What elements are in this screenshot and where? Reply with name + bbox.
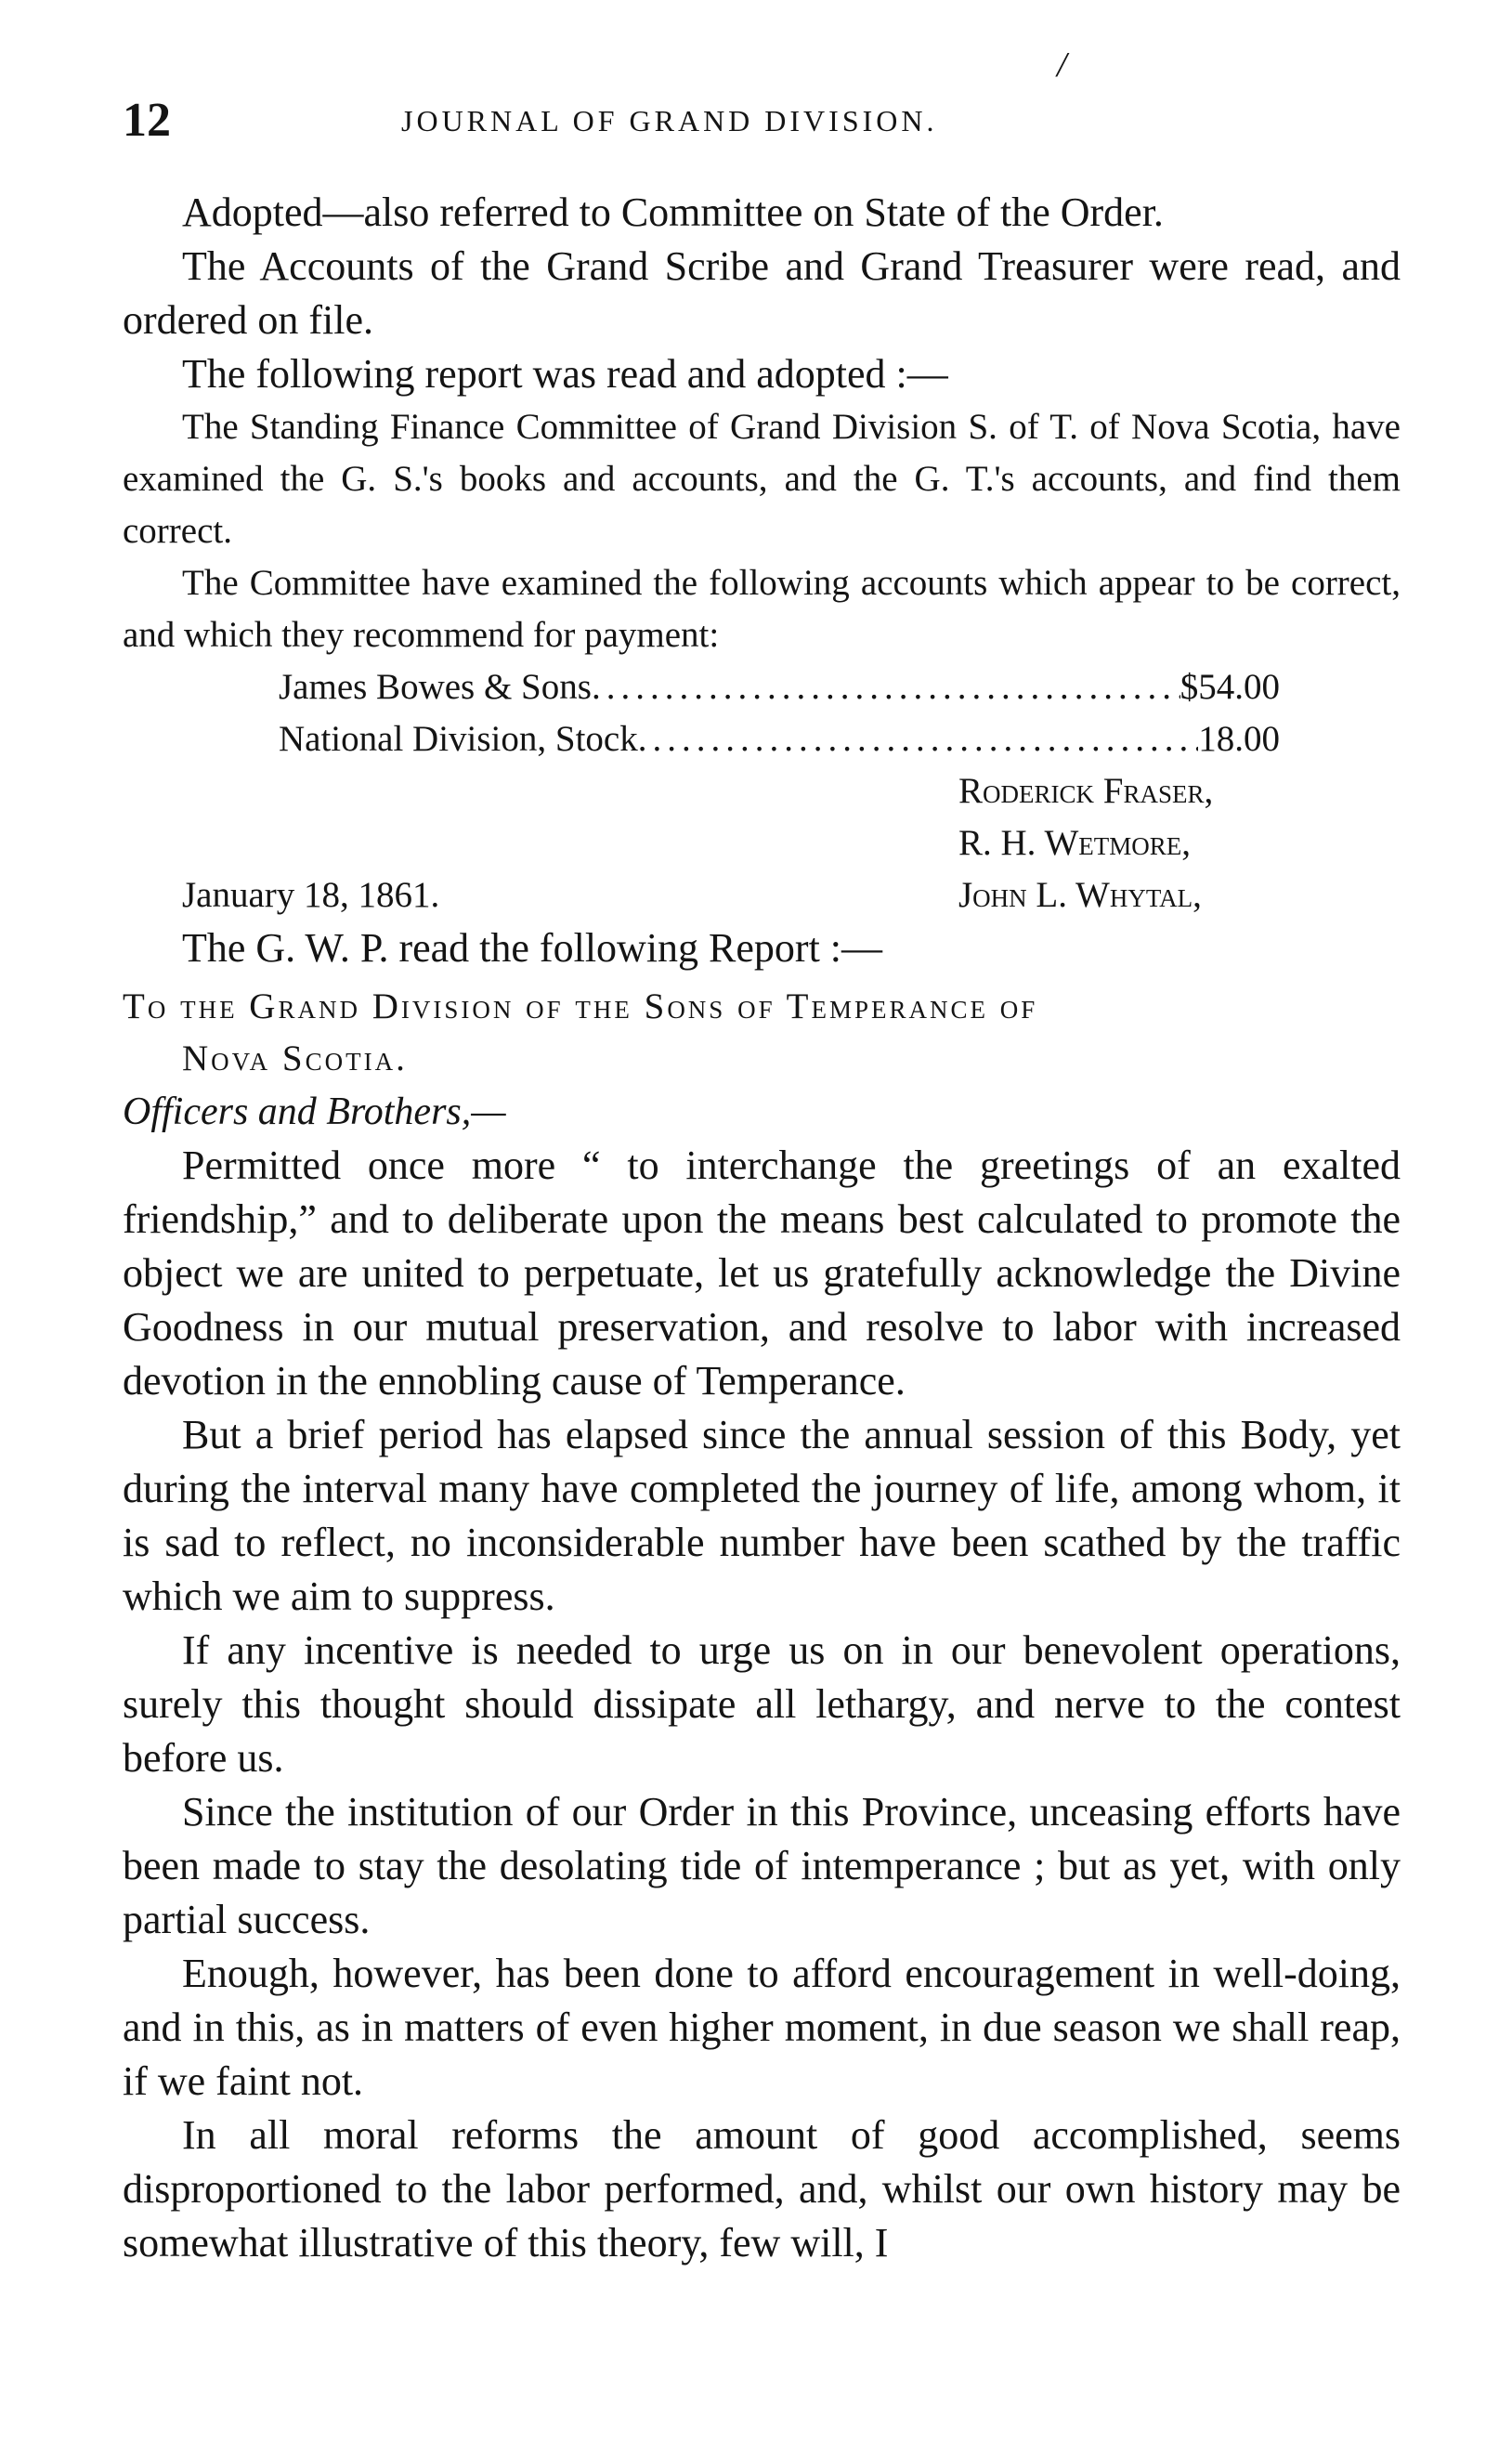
account-amount: 18.00 — [1198, 719, 1280, 759]
paragraph-accounts-read: The Accounts of the Grand Scribe and Grand Treasurer were read, and ordered on file. — [123, 243, 1401, 343]
address-line: Nova Scotia. — [182, 1038, 408, 1078]
account-row — [123, 713, 1401, 765]
signer-name: Roderick Fraser, — [958, 771, 1214, 811]
paragraph-report-intro: The G. W. P. read the following Report :— — [182, 925, 883, 971]
report-paragraph: If any incentive is needed to urge us on in our benevolent operations, surely this thought should dissipate all lethargy, and nerve to the contest before us. — [123, 1627, 1401, 1781]
running-title: JOURNAL OF GRAND DIVISION. — [401, 104, 938, 137]
report-paragraph: Enough, however, has been done to afford encouragement in well-doing, and in this, as in matters of even higher moment, in due season we shall reap, if we faint not. — [123, 1951, 1401, 2104]
paragraph-finance-committee: The Standing Finance Committee of Grand Division S. of T. of Nova Scotia, have examined the G. S.'s books and accounts, and the G. T.'s accounts, and find them correct. — [123, 407, 1401, 551]
paragraph-adopted: Adopted—also referred to Committee on State of the Order. — [182, 189, 1164, 235]
signer-row-dated — [123, 869, 1401, 921]
report-paragraph: Since the institution of our Order in this Province, unceasing efforts have been made to stay the desolating tide of intemperance ; but as yet, with only partial success. — [123, 1789, 1401, 1942]
report-paragraph: But a brief period has elapsed since the annual session of this Body, yet during the interval many have completed the journey of life, among whom, it is sad to reflect, no inconsiderable number have been scathed by the traffic which we aim to suppress. — [123, 1412, 1401, 1619]
dot-leader — [638, 713, 1199, 765]
account-amount: $54.00 — [1180, 667, 1280, 707]
paragraph-report-adopted: The following report was read and adopted :— — [182, 351, 948, 397]
accounts-list — [123, 661, 1401, 765]
account-row — [123, 661, 1401, 713]
page-number: 12 — [123, 94, 171, 147]
account-label: James Bowes & Sons — [279, 667, 592, 707]
report-paragraph: In all moral reforms the amount of good accomplished, seems disproportioned to the labor performed, and, whilst our own history may be somewhat illustrative of this theory, few will, I — [123, 2112, 1401, 2266]
committee-signatures — [123, 765, 1401, 921]
report-paragraph: Permitted once more “ to interchange the greetings of an exalted friendship,” and to deliberate upon the means best calculated to promote the object we are united to perpetuate, let us gratefully acknowledge the Divine Goodness in our mutual preservation, and resolve to labor with increased devotion in the ennobling cause of Temperance. — [123, 1143, 1401, 1404]
page-body — [123, 186, 1401, 2270]
running-head — [123, 93, 1401, 149]
salutation: Officers and Brothers,— — [123, 1090, 506, 1133]
account-label: National Division, Stock — [279, 719, 638, 759]
dot-leader — [592, 661, 1180, 713]
page-mark: / — [1057, 46, 1067, 85]
signer-name: John L. Whytal, — [958, 875, 1202, 915]
report-address — [123, 981, 1401, 1085]
report-date: January 18, 1861. — [182, 875, 440, 915]
address-line: To the Grand Division of the Sons of Temperance of — [123, 986, 1038, 1026]
paragraph-accounts-examined: The Committee have examined the following accounts which appear to be correct, and which they recommend for payment: — [123, 563, 1401, 655]
signer-name: R. H. Wetmore, — [958, 823, 1192, 863]
